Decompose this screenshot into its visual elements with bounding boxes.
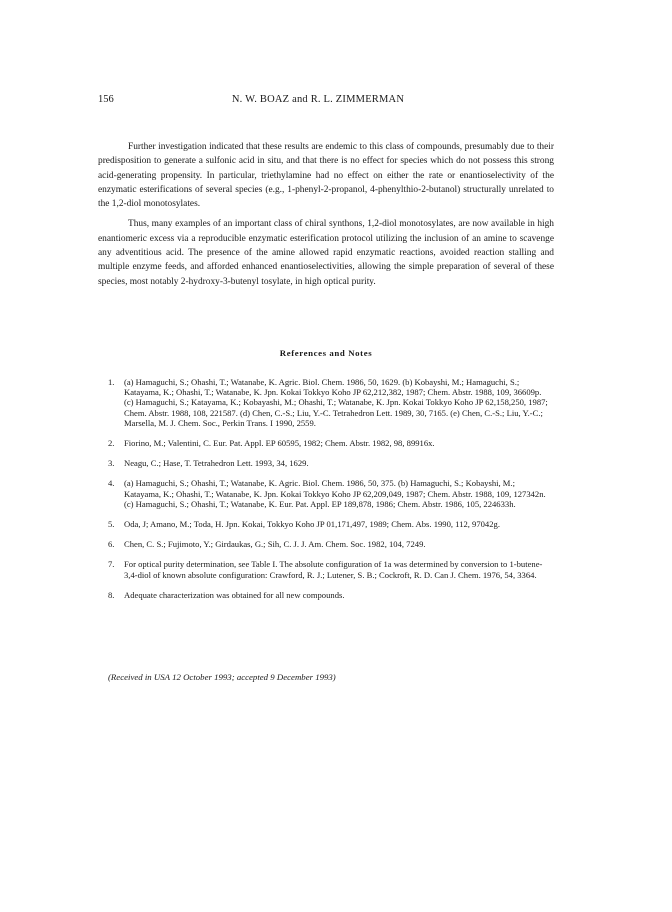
reference-number: 2.	[108, 438, 115, 449]
reference-item	[108, 519, 548, 529]
reference-number: 4.	[108, 478, 115, 489]
reference-text: For optical purity determination, see Table I. The absolute configuration of 1a was determined by conversion to 1-butene-3,4-diol of known absolute configuration: Crawford, R. J.; Lutener, S. B.; Cockroft, R. D. Can J. Chem. 1976, 54, 3364.	[124, 559, 543, 580]
reference-text: Chen, C. S.; Fujimoto, Y.; Girdaukas, G.; Sih, C. J. J. Am. Chem. Soc. 1982, 104, 7249.	[124, 539, 426, 550]
references-heading: References and Notes	[279, 348, 373, 358]
reference-item	[108, 559, 548, 579]
reference-text: Fiorino, M.; Valentini, C. Eur. Pat. Appl. EP 60595, 1982; Chem. Abstr. 1982, 98, 89916x.	[124, 438, 435, 449]
received-date-note: (Received in USA 12 October 1993; accepted 9 December 1993)	[108, 672, 336, 682]
reference-item	[108, 539, 548, 549]
body-paragraph-2: Thus, many examples of an important class of chiral synthons, 1,2-diol monotosylates, are now available in high enantiomeric excess via a reproducible enzymatic esterification protocol utilizing the inclusion of an amine to scavenge any adventitious acid. The presence of the amine allowed rapid enzymatic reactions, avoided reaction stalling and multiple enzyme feeds, and afforded enhanced enantioselectivities, allowing the simple preparation of several of these species, most notably 2-hydroxy-3-butenyl tosylate, in high optical purity.	[98, 219, 554, 287]
reference-item	[108, 478, 548, 509]
references-list	[108, 377, 548, 610]
reference-number: 6.	[108, 539, 115, 550]
body-paragraph-1: Further investigation indicated that these results are endemic to this class of compounds, presumably due to their predisposition to generate a sulfonic acid in situ, and that there is no effect for species which do not possess this strong acid-generating propensity. In particular, triethylamine had no effect on either the rate or enantioselectivity of the enzymatic esterifications of several species (e.g., 1-phenyl-2-propanol, 4-phenylthio-2-butanol) structurally unrelated to the 1,2-diol monotosylates.	[98, 142, 554, 210]
reference-text: (a) Hamaguchi, S.; Ohashi, T.; Watanabe, K. Agric. Biol. Chem. 1986, 50, 1629. (b) Kobayshi, M.; Hamaguchi, S.; Katayama, K.; Ohashi, T.; Watanabe, K. Jpn. Kokai Tokkyo Koho JP 62,212,382, 1987; Chem. Abstr. 1988, 109, 36609p. (c) Hamaguchi, S.; Katayama, K.; Kobayashi, M.; Ohashi, T.; Watanabe, K. Jpn. Kokai Tokkyo Koho JP 62,158,250, 1987; Chem. Abstr. 1988, 108, 221587. (d) Chen, C.-S.; Liu, Y.-C. Tetrahedron Lett. 1989, 30, 7165. (e) Chen, C.-S.; Liu, Y.-C.; Marsella, M. J. Chem. Soc., Perkin Trans. I 1990, 2559.	[124, 377, 548, 428]
running-head: N. W. BOAZ and R. L. ZIMMERMAN	[231, 94, 405, 105]
reference-text: Adequate characterization was obtained for all new compounds.	[124, 589, 345, 600]
reference-number: 5.	[108, 519, 115, 530]
reference-item	[108, 438, 548, 448]
reference-number: 8.	[108, 589, 115, 600]
reference-number: 3.	[108, 458, 115, 469]
reference-text: (a) Hamaguchi, S.; Ohashi, T.; Watanabe, K. Agric. Biol. Chem. 1986, 50, 375. (b) Hamaguchi, S.; Kobayshi, M.; Katayama, K.; Ohashi, T.; Watanabe, K. Jpn. Kokai Tokkyo Koho JP 62,209,049, 1987; Chem. Abstr. 1988, 109, 127342n. (c) Hamaguchi, S.; Ohashi, T.; Watanabe, K. Eur. Pat. Appl. EP 189,878, 1986; Chem. Abstr. 1986, 105, 224633h.	[124, 478, 546, 509]
reference-number: 7.	[108, 559, 115, 570]
reference-item	[108, 590, 548, 600]
body-text	[98, 140, 554, 295]
reference-text: Neagu, C.; Hase, T. Tetrahedron Lett. 1993, 34, 1629.	[124, 458, 309, 469]
page-number: 156	[98, 94, 114, 105]
reference-item	[108, 458, 548, 468]
reference-item	[108, 377, 548, 428]
reference-number: 1.	[108, 377, 115, 387]
reference-text: Oda, J; Amano, M.; Toda, H. Jpn. Kokai, Tokkyo Koho JP 01,171,497, 1989; Chem. Abs. 1990, 112, 97042g.	[124, 519, 500, 530]
